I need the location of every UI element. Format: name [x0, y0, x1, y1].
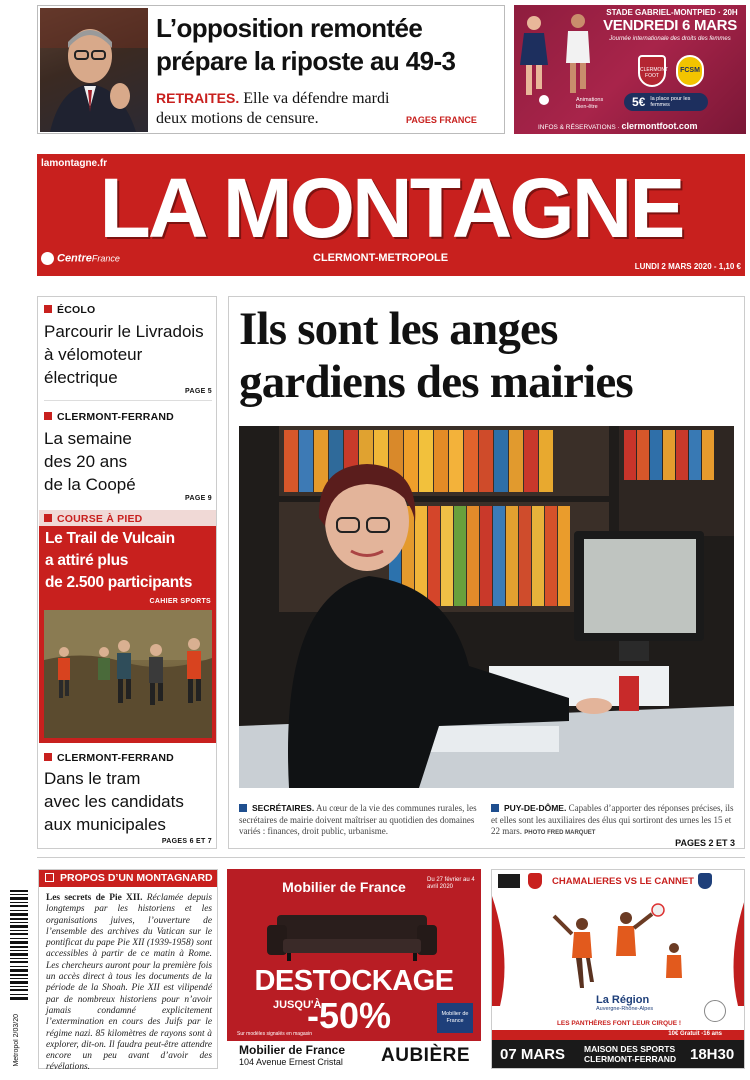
masthead-title: LA MONTAGNE: [99, 161, 683, 255]
sidebar-item-coope-title: La semaine des 20 ans de la Coopé: [44, 429, 136, 494]
editorial[interactable]: [38, 869, 218, 1073]
le-cannet-crest-icon: [698, 873, 712, 889]
sport-pageref: CAHIER SPORTS: [149, 598, 211, 605]
main-headline: Ils sont les anges gardiens des mairies: [239, 303, 633, 408]
sidebar-sport-block[interactable]: [39, 510, 216, 743]
ad-volley-title: CHAMALIERES VS LE CANNET: [552, 876, 694, 887]
top-ad-date: VENDREDI 6 MARS: [603, 17, 737, 34]
masthead[interactable]: [37, 154, 745, 276]
sport-kicker-bar: COURSE À PIED: [39, 510, 216, 526]
ad-volley-ticket-bar: 10€ Gratuit -16 ans: [492, 1030, 745, 1040]
sidebar-divider: [44, 400, 212, 401]
main-photo-secretary: [239, 426, 734, 788]
top-ad-animations: Animations bien-être: [576, 97, 604, 110]
page-divider: [37, 857, 745, 858]
politician-photo: [40, 8, 148, 132]
centre-france-icon: [41, 252, 54, 265]
sport-title: Le Trail de Vulcain a attiré plus de 2.500 participants: [45, 530, 193, 591]
sidebar-item-tram-title: Dans le tram avec les candidats aux municipales: [44, 769, 184, 834]
ad-mobilier-discount: -50%: [307, 995, 392, 1036]
main-caption-left: SECRÉTAIRES. Au cœur de la vie des communes rurales, les secrétaires de mairie doivent maîtriser au quotidien des domaines variés : finances, droit public, urbanisme.: [239, 803, 477, 836]
editorial-header-icon: [45, 873, 54, 882]
ad-mobilier-until: JUSQU'À: [273, 999, 322, 1011]
fcsm-crest-icon: FCSM: [676, 55, 704, 87]
top-teaser-pageref: PAGES FRANCE: [406, 115, 477, 125]
barcode: [8, 888, 36, 1076]
top-teaser-text: RETRAITES. Elle va défendre mardi deux motions de censure.: [156, 90, 390, 127]
ad-mobilier-footer: Mobilier de France 104 Avenue Ernest Cristal AUBIÈRE: [227, 1041, 481, 1069]
barcode-icon: [8, 888, 36, 1008]
ad-mobilier-de-france[interactable]: [227, 869, 481, 1069]
masthead-edition: CLERMONT-METROPOLE: [313, 252, 449, 264]
ad-mobilier-badge: Mobilier de France: [437, 1003, 473, 1033]
ad-volley-chamalieres[interactable]: [491, 869, 745, 1069]
sidebar-item-tram[interactable]: CLERMONT-FERRAND Dans le tram avec les candidats aux municipales PAGES 6 ET 7: [44, 752, 212, 845]
sidebar: [37, 296, 217, 849]
ad-mobilier-headline: DESTOCKAGE: [254, 965, 454, 997]
trail-runners-photo: [44, 610, 212, 738]
editorial-header: PROPOS D’UN MONTAGNARD: [39, 870, 217, 887]
ad-mobilier-dates: Du 27 février au 4 avril 2020: [427, 877, 475, 890]
sidebar-item-coope[interactable]: CLERMONT-FERRAND La semaine des 20 ans de la Coopé PAGE 9: [44, 411, 212, 502]
masthead-url[interactable]: lamontagne.fr: [41, 158, 108, 169]
volleyball-players-illustration: [492, 896, 745, 1006]
centre-france-logo: CentreFrance: [41, 252, 120, 265]
main-caption-right: PUY-DE-DÔME. Capables d’apporter des réponses précises, ils et elles sont les auxiliaires des élus qui sortiront des urnes les 15 et 22 mars. PHOTO FRED MARQUET: [491, 803, 734, 836]
ad-volley-partner-icon: [704, 1000, 726, 1022]
top-ad-venue: STADE GABRIEL-MONTPIED · 20H: [606, 8, 738, 17]
sidebar-item-ecolo-title: Parcourir le Livradois à vélomoteur électrique: [44, 322, 204, 387]
barcode-text: Metropol 2/03/20: [13, 1014, 20, 1067]
clermont-foot-crest-icon: CLERMONT FOOT: [638, 55, 666, 87]
top-ad-price-badge: 5€ la place pour les femmes: [624, 93, 708, 111]
ad-volley-region: La Région Auvergne-Rhône-Alpes: [596, 994, 654, 1012]
main-story[interactable]: [228, 296, 745, 849]
top-teaser-headline: L’opposition remontée prépare la riposte au 49-3: [156, 13, 456, 76]
top-ad-clermont-foot[interactable]: [514, 5, 746, 134]
chamalieres-crest-icon: [528, 873, 542, 889]
top-teaser[interactable]: [37, 5, 505, 134]
main-pageref: PAGES 2 ET 3: [675, 838, 735, 848]
ad-mobilier-fineprint: Sur modèles signalés en magasin: [237, 1031, 313, 1037]
sidebar-item-ecolo[interactable]: ÉCOLO Parcourir le Livradois à vélomoteur électrique PAGE 5: [44, 304, 212, 395]
ad-mobilier-brand: Mobilier de France: [282, 879, 406, 895]
ad-volley-footer: 07 MARS MAISON DES SPORTS CLERMONT-FERRAND 18H30: [492, 1040, 745, 1069]
sofa-illustration: [267, 905, 437, 963]
top-ad-subtitle: Journée internationale des droits des femmes: [609, 36, 731, 42]
editorial-body: Les secrets de Pie XII. Réclamée depuis longtemps par les historiens et les organisations juives, l’ouverture de l’ensemble des archives du Vatican sur le pontificat du pape Pie XII (1939-1958) sont accessibles à partir de ce matin à Rome. Les chercheurs auront pour la première fois un accès direct à tous les documents de la période de la Shoah. Pie XII est vilipendé par de nombreux historiens pour n’avoir jamais condamné explicitement l’extermination en cours des Juifs par le régime nazi. 85 kilomètres de rayons sont à explorer, dit-on. Il faudra peut-être attendre encore un peu avant d’avoir des révélations.: [46, 893, 212, 1073]
top-ad-footer: INFOS & RÉSERVATIONS · clermontfoot.com: [538, 121, 698, 131]
ad-volley-slogan: LES PANTHÈRES FONT LEUR CIRQUE !: [556, 1020, 682, 1027]
chamalieres-logo-icon: [498, 874, 520, 888]
masthead-date-price: LUNDI 2 MARS 2020 - 1,10 €: [634, 262, 741, 271]
